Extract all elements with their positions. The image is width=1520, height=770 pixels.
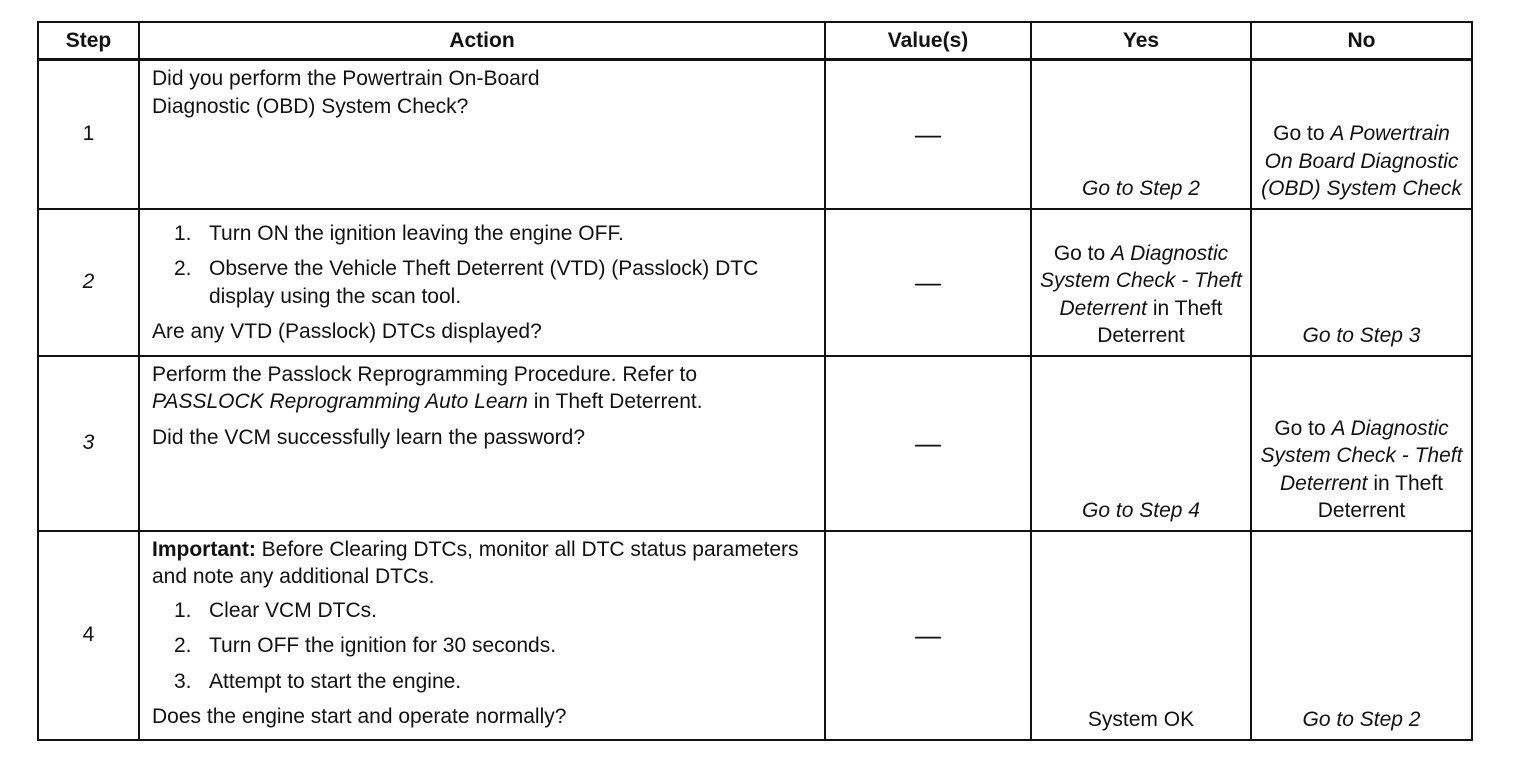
no-link[interactable]: A Powertrain On Board Diagnostic (OBD) System Check xyxy=(1261,122,1462,200)
header-row xyxy=(38,22,1472,60)
header-yes: Yes xyxy=(1031,22,1251,60)
yes-cell xyxy=(1031,209,1251,356)
no-cell xyxy=(1251,60,1472,209)
list-item xyxy=(152,220,814,248)
table-row xyxy=(38,356,1472,531)
reference-link[interactable]: PASSLOCK Reprogramming Auto Learn xyxy=(152,390,528,413)
list-item xyxy=(152,632,814,660)
no-link[interactable]: A Diagnostic System Check - Theft Deterrent xyxy=(1260,416,1463,495)
list-item xyxy=(152,668,814,696)
action-cell xyxy=(139,531,825,740)
list-item xyxy=(152,255,814,310)
action-question: Does the engine start and operate normally? xyxy=(152,705,567,728)
no-prefix: Go to xyxy=(1273,122,1331,145)
list-item xyxy=(152,597,814,625)
no-prefix: Go to xyxy=(1274,416,1332,440)
table-row xyxy=(38,209,1472,356)
action-steps xyxy=(152,220,814,311)
no-cell xyxy=(1251,356,1472,531)
header-action: Action xyxy=(139,22,825,60)
header-no: No xyxy=(1251,22,1472,60)
action-question: Did you perform the Powertrain On-Board Diagnostic (OBD) System Check? xyxy=(152,67,540,118)
action-question: Are any VTD (Passlock) DTCs displayed? xyxy=(152,320,542,343)
step-number: 1 xyxy=(38,60,139,209)
list-number: 1. xyxy=(174,598,192,622)
action-cell xyxy=(139,356,825,531)
step-number: 4 xyxy=(38,531,139,740)
yes-link[interactable]: Go to Step 2 xyxy=(1082,177,1200,200)
instruction-post: in Theft Deterrent. xyxy=(527,390,703,413)
step-number: 2 xyxy=(38,209,139,356)
list-number: 3. xyxy=(174,669,192,693)
diagnostic-table xyxy=(37,21,1473,741)
yes-prefix: Go to xyxy=(1053,241,1112,265)
no-cell xyxy=(1251,531,1472,740)
important-label: Important: xyxy=(152,537,256,561)
list-text: Attempt to start the engine. xyxy=(209,669,462,693)
header-values: Value(s) xyxy=(825,22,1031,60)
yes-suffix: in Theft Deterrent xyxy=(1097,296,1223,347)
yes-cell xyxy=(1031,60,1251,209)
list-text: Clear VCM DTCs. xyxy=(209,598,378,622)
no-link[interactable]: Go to Step 2 xyxy=(1302,708,1421,731)
list-text: Turn ON the ignition leaving the engine OFF. xyxy=(209,221,624,245)
yes-link[interactable]: Go to Step 4 xyxy=(1082,499,1200,522)
yes-result: System OK xyxy=(1087,708,1195,731)
header-step: Step xyxy=(38,22,139,60)
action-steps xyxy=(152,597,814,696)
list-text: Turn OFF the ignition for 30 seconds. xyxy=(209,634,557,657)
list-number: 1. xyxy=(174,221,192,245)
yes-cell xyxy=(1031,531,1251,740)
value-cell: — xyxy=(825,531,1031,740)
action-cell xyxy=(139,60,825,209)
yes-cell xyxy=(1031,356,1251,531)
no-cell xyxy=(1251,209,1472,356)
action-instruction xyxy=(152,361,814,416)
action-cell xyxy=(139,209,825,356)
important-note xyxy=(152,536,814,591)
table-row xyxy=(38,60,1472,209)
table-row xyxy=(38,531,1472,740)
list-text: Observe the Vehicle Theft Deterrent (VTD) (Passlock) DTC display using the scan tool. xyxy=(209,257,759,308)
list-number: 2. xyxy=(174,257,192,280)
yes-link[interactable]: A Diagnostic System Check - Theft Deterrent xyxy=(1040,241,1242,320)
list-number: 2. xyxy=(174,634,192,657)
value-cell: — xyxy=(825,60,1031,209)
instruction-pre: Perform the Passlock Reprogramming Procedure. Refer to xyxy=(152,362,698,386)
value-cell: — xyxy=(825,356,1031,531)
no-suffix: in Theft Deterrent xyxy=(1317,471,1444,522)
important-text: Before Clearing DTCs, monitor all DTC status parameters and note any additional DTCs. xyxy=(152,537,799,588)
action-question: Did the VCM successfully learn the password? xyxy=(152,425,586,449)
no-link[interactable]: Go to Step 3 xyxy=(1302,324,1421,347)
step-number: 3 xyxy=(38,356,139,531)
value-cell: — xyxy=(825,209,1031,356)
